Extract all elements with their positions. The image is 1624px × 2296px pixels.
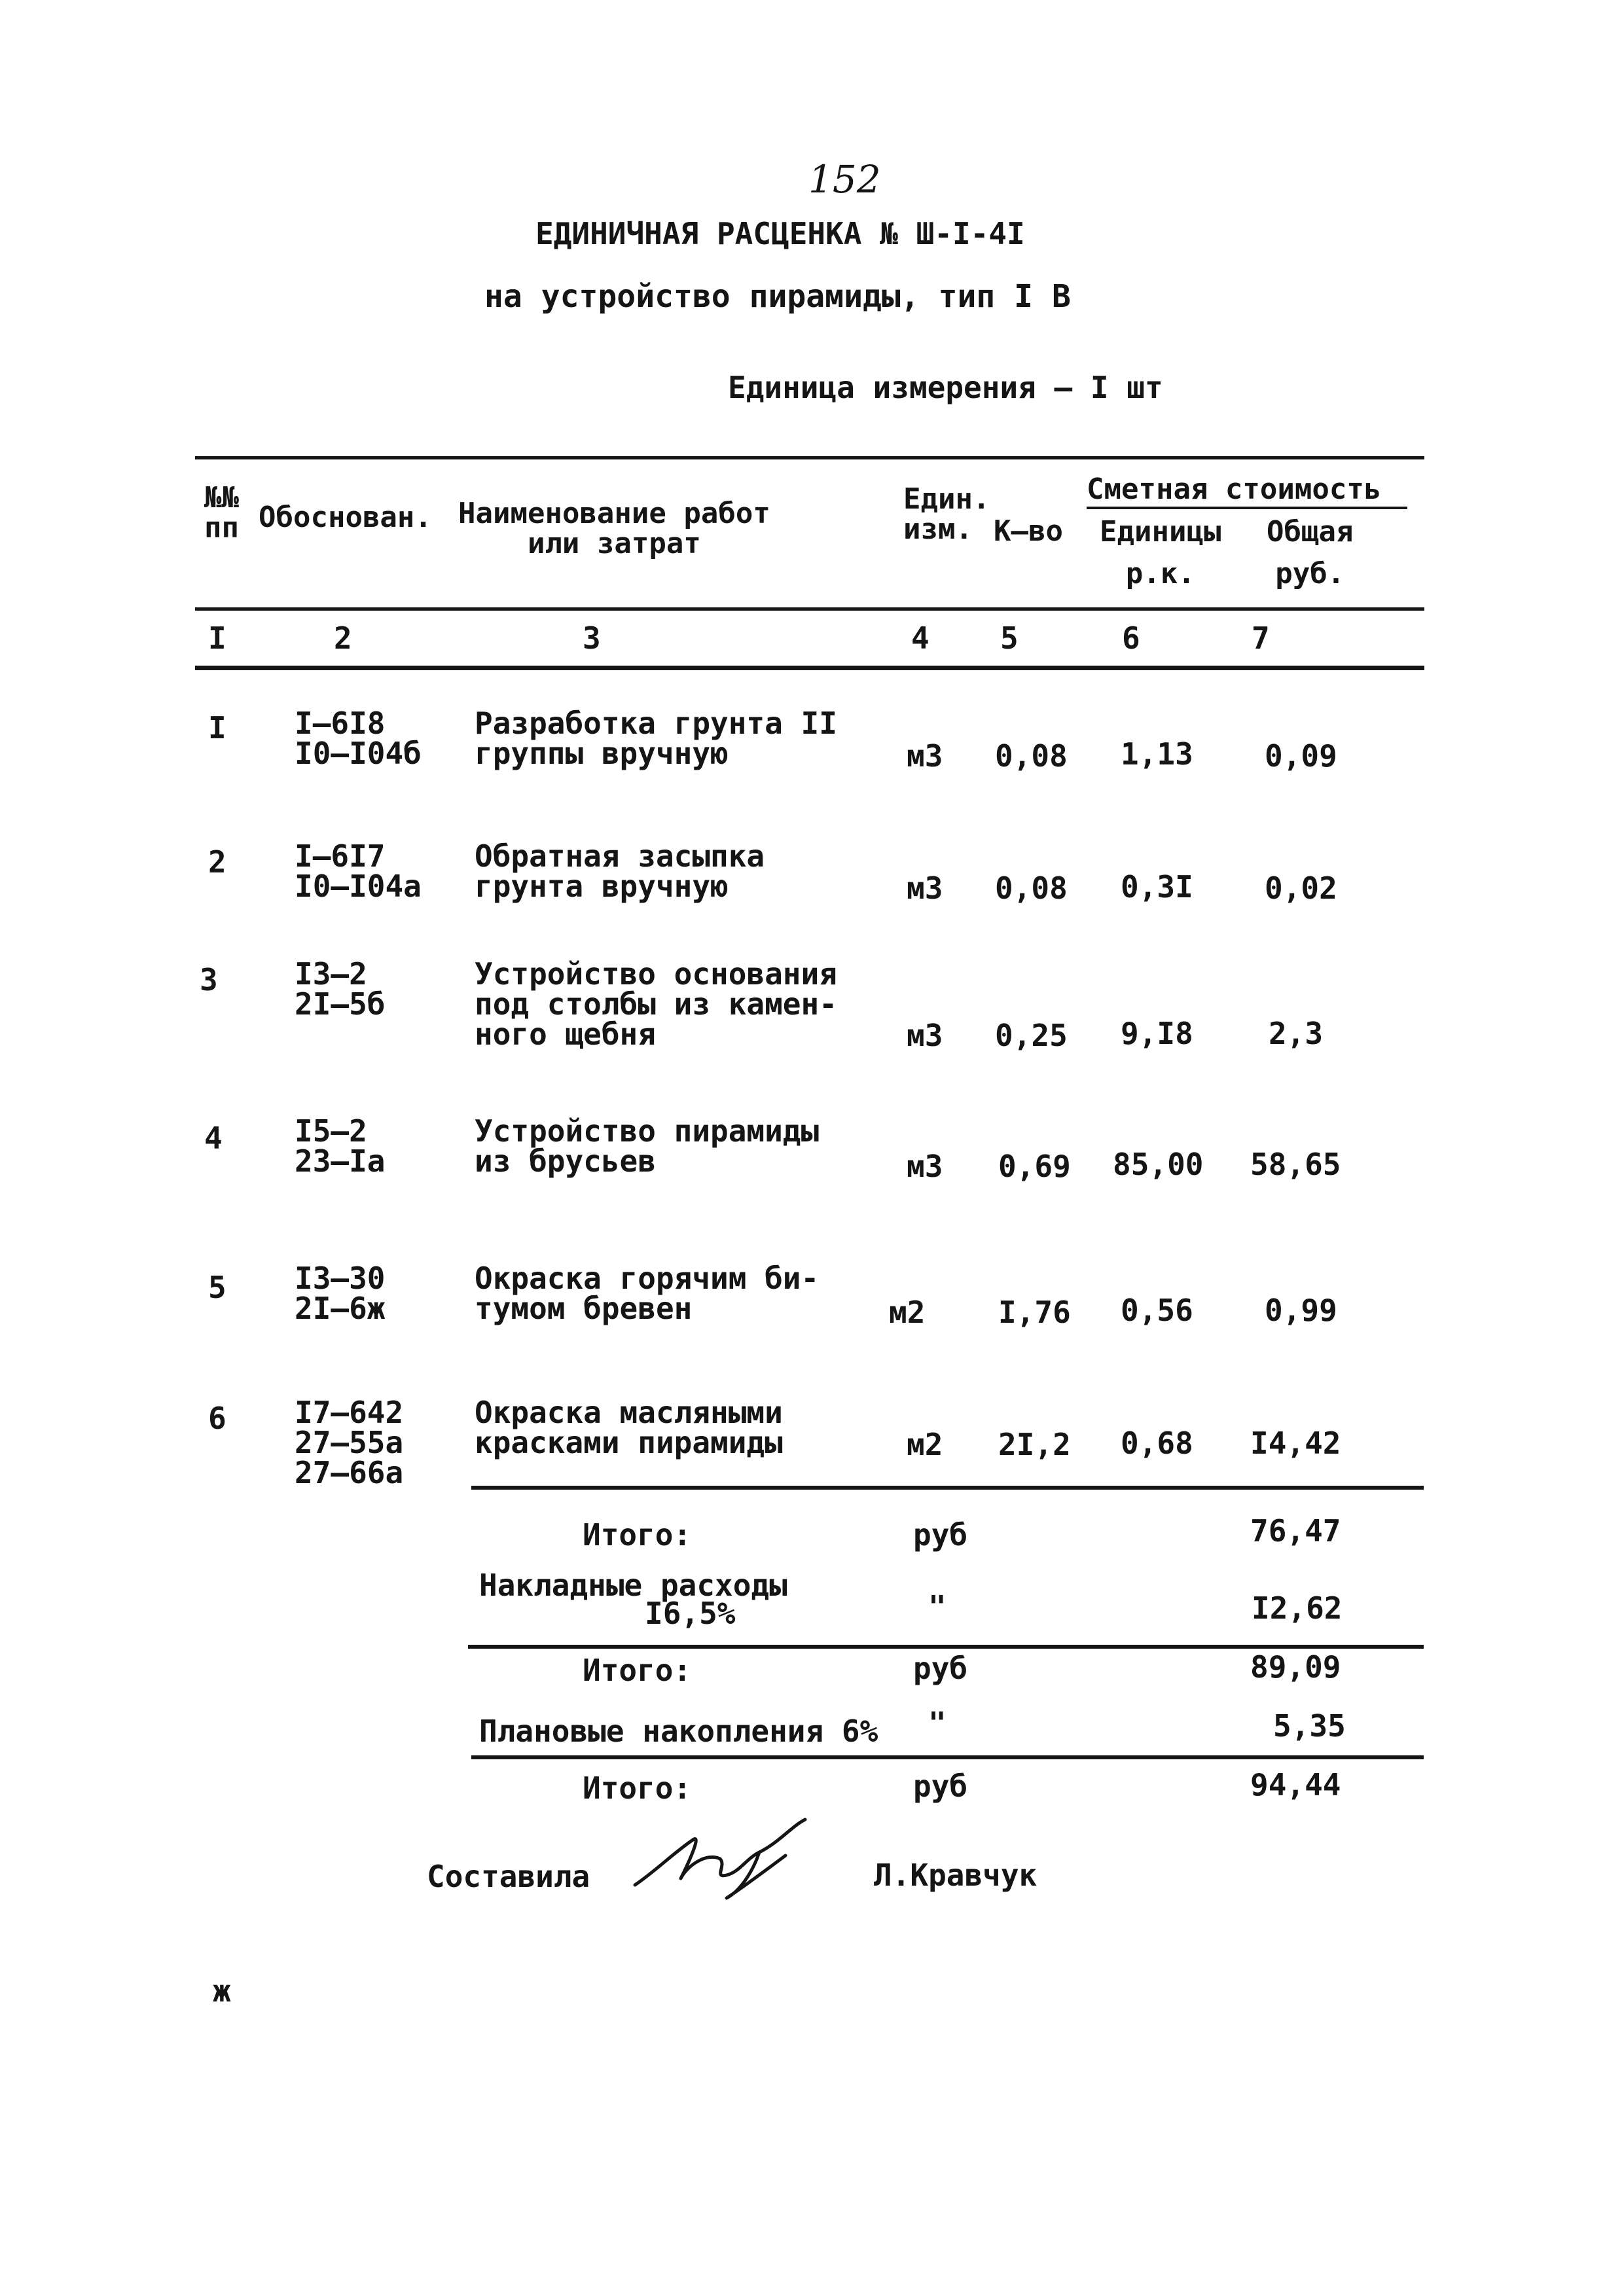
colnum-7: 7 [1252, 620, 1270, 656]
header-col-qty: К–во [994, 514, 1063, 548]
signature [628, 1813, 825, 1905]
row-2-name: Обратная засыпка грунта вручную [475, 838, 765, 904]
row-5-qty: I,76 [998, 1295, 1071, 1330]
row-6-no: 6 [208, 1401, 226, 1436]
summary-rule-1 [471, 1486, 1424, 1490]
header-col-name: Наименование работ или затрат [458, 497, 770, 560]
row-6-qty: 2I,2 [998, 1427, 1071, 1462]
document-subtitle: на устройство пирамиды, тип I В [484, 278, 1071, 315]
row-1-basis: I–6I8 I0–I04б [295, 706, 422, 771]
compiled-by-label: Составила [427, 1859, 590, 1894]
row-4-basis: I5–2 23–Iа [295, 1113, 386, 1179]
header-col-basis: Обоснован. [259, 501, 432, 534]
row-1-qty: 0,08 [995, 738, 1068, 774]
row-1-no: I [208, 710, 226, 745]
colnum-2: 2 [334, 620, 352, 656]
header-col-total: Общая руб. [1267, 515, 1354, 590]
table-top-rule [195, 456, 1424, 459]
colnum-5: 5 [1000, 620, 1019, 656]
row-2-price: 0,3I [1121, 869, 1193, 905]
colnum-bottom-rule [195, 666, 1424, 670]
row-4-name: Устройство пирамиды из брусьев [475, 1113, 820, 1179]
row-5-basis: I3–30 2I–6ж [295, 1261, 386, 1326]
row-1-unit: м3 [907, 738, 943, 774]
itogo-1-value: 76,47 [1250, 1513, 1341, 1549]
row-3-price: 9,I8 [1121, 1016, 1193, 1051]
row-3-basis: I3–2 2I–5б [295, 956, 386, 1022]
row-4-price: 85,00 [1113, 1147, 1204, 1182]
colnum-4: 4 [911, 620, 929, 656]
row-5-name: Окраска горячим би- тумом бревен [475, 1261, 820, 1326]
overhead-unit: " [928, 1589, 947, 1624]
row-4-unit: м3 [907, 1149, 943, 1184]
row-6-unit: м2 [907, 1427, 943, 1462]
row-2-basis: I–6I7 I0–I04а [295, 838, 422, 904]
row-5-no: 5 [208, 1270, 226, 1305]
compiler-name: Л.Кравчук [874, 1857, 1038, 1893]
row-5-total: 0,99 [1265, 1293, 1337, 1328]
document-title: ЕДИНИЧНАЯ РАСЦЕНКА № Ш-I-4I [535, 216, 1025, 251]
corner-mark: ж [213, 1973, 231, 2009]
row-3-name: Устройство основания под столбы из камен- ного щебня [475, 956, 837, 1052]
row-6-name: Окраска масляными красками пирамиды [475, 1395, 783, 1460]
row-6-basis: I7–642 27–55а 27–66а [295, 1395, 404, 1490]
overhead-label: Накладные расходы [479, 1568, 787, 1603]
colnum-6: 6 [1122, 620, 1140, 656]
row-2-no: 2 [208, 844, 226, 880]
itogo-3-label: Итого: [583, 1770, 692, 1806]
itogo-2-unit: руб [913, 1651, 968, 1686]
row-4-total: 58,65 [1250, 1147, 1341, 1182]
row-6-price: 0,68 [1121, 1426, 1193, 1461]
summary-rule-3 [471, 1755, 1424, 1759]
row-5-unit: м2 [889, 1295, 926, 1330]
header-col-unit: Един. изм. [903, 482, 990, 546]
row-4-no: 4 [204, 1121, 223, 1156]
row-2-total: 0,02 [1265, 870, 1337, 906]
itogo-1-label: Итого: [583, 1517, 692, 1552]
planned-unit: " [928, 1706, 947, 1741]
itogo-3-value: 94,44 [1250, 1767, 1341, 1803]
colnum-3: 3 [583, 620, 601, 656]
colnum-1: I [208, 620, 226, 656]
row-1-name: Разработка грунта II группы вручную [475, 706, 837, 771]
row-1-price: 1,13 [1121, 736, 1193, 772]
row-1-total: 0,09 [1265, 738, 1337, 774]
row-6-total: I4,42 [1250, 1426, 1341, 1461]
unit-of-measure-line: Единица измерения – I шт [728, 370, 1163, 405]
row-3-unit: м3 [907, 1018, 943, 1053]
cost-group-underline [1087, 507, 1407, 509]
header-cost-group: Сметная стоимость [1087, 473, 1382, 506]
row-2-qty: 0,08 [995, 870, 1068, 906]
planned-label: Плановые накопления 6% [479, 1713, 878, 1749]
planned-value: 5,35 [1273, 1708, 1346, 1744]
header-bottom-rule [195, 607, 1424, 611]
itogo-3-unit: руб [913, 1768, 968, 1804]
overhead-value: I2,62 [1252, 1590, 1343, 1626]
itogo-1-unit: руб [913, 1517, 968, 1552]
row-4-qty: 0,69 [998, 1149, 1071, 1184]
row-3-no: 3 [200, 962, 218, 997]
page-number: 152 [808, 157, 881, 202]
row-3-qty: 0,25 [995, 1018, 1068, 1053]
row-3-total: 2,3 [1269, 1016, 1324, 1051]
row-2-unit: м3 [907, 870, 943, 906]
itogo-2-label: Итого: [583, 1653, 692, 1688]
row-5-price: 0,56 [1121, 1293, 1193, 1328]
header-col-unit-price: Единицы р.к. [1100, 515, 1221, 590]
summary-rule-2 [468, 1645, 1424, 1649]
header-col-no: №№ пп [204, 481, 239, 545]
overhead-pct: I6,5% [645, 1596, 736, 1631]
itogo-2-value: 89,09 [1250, 1649, 1341, 1685]
